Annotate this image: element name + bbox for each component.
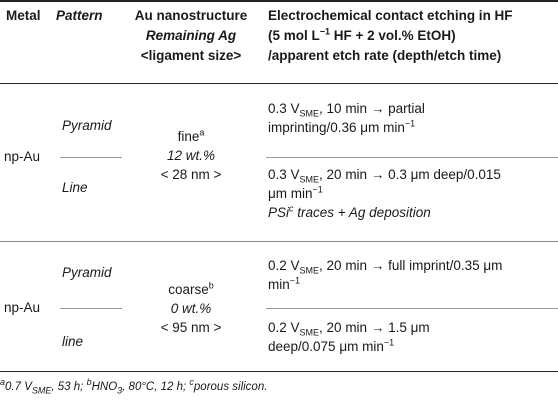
group2-pattern-line: line <box>62 334 84 349</box>
group-divider-rule <box>0 241 558 242</box>
group1-etch-line: 0.3 $V_{SME}$, 20 min → 0.3 μm deep/0.015 μm $\min^{-1}$ PSi$^c$ traces + Ag deposition <box>268 167 501 220</box>
group2-au-ag: 0 wt.% <box>170 301 212 316</box>
group2-etch-line: 0.2 $V_{SME}$, 20 min → 1.5 μm deep/0.075 μm $\min^{-1}$ <box>268 320 430 354</box>
group2-etch-divider <box>266 308 558 309</box>
group2-au-name: coarse$^b$ <box>168 280 214 297</box>
header-au-line2: Remaining Ag <box>145 28 237 43</box>
header-au-line3: <ligament size> <box>140 48 242 63</box>
header-etch-line3: /apparent etch rate (depth/etch time) <box>268 48 502 63</box>
group1-au-name: fine$^a$ <box>177 127 205 144</box>
group1-pattern-pyramid: Pyramid <box>62 118 112 133</box>
header-etch-line1: Electrochemical contact etching in HF <box>268 8 513 23</box>
header-rule <box>0 83 558 84</box>
group1-au-ligament: < 28 nm > <box>160 167 222 182</box>
group2-pattern-pyramid: Pyramid <box>62 265 112 280</box>
header-etch-line2: (5 mol $L^{-1}$ HF + 2 vol.% EtOH) <box>268 26 456 43</box>
group2-pattern-divider <box>60 308 122 309</box>
group1-etch-divider <box>266 157 558 158</box>
group2-etch-pyramid: 0.2 $V_{SME}$, 20 min → full imprint/0.35 μm $\min^{-1}$ <box>268 258 503 292</box>
group1-pattern-line: Line <box>62 180 88 195</box>
group1-pattern-divider <box>60 157 122 158</box>
group1-etch-pyramid: 0.3 $V_{SME}$, 10 min → partial imprinting/0.36 μm $\min^{-1}$ <box>268 101 425 135</box>
table-footnote: $^a$0.7 $V_{SME}$, 53 h; $^bHNO_3$, 80°C, 12 h; $^c$porous silicon. <box>0 377 268 396</box>
group2-au-ligament: < 95 nm > <box>160 320 222 335</box>
group1-au-structure <box>130 127 252 184</box>
header-pattern: Pattern <box>56 8 103 23</box>
table-top-rule <box>0 0 558 2</box>
group1-metal: np-Au <box>4 149 41 164</box>
header-au-nanostructure <box>124 6 258 66</box>
header-metal: Metal <box>6 8 41 23</box>
header-etching <box>268 6 513 66</box>
group2-au-structure <box>130 280 252 337</box>
table-bottom-rule <box>0 371 558 372</box>
header-au-line1: Au nanostructure <box>134 8 248 23</box>
group2-metal: np-Au <box>4 300 41 315</box>
group1-au-ag: 12 wt.% <box>166 148 216 163</box>
